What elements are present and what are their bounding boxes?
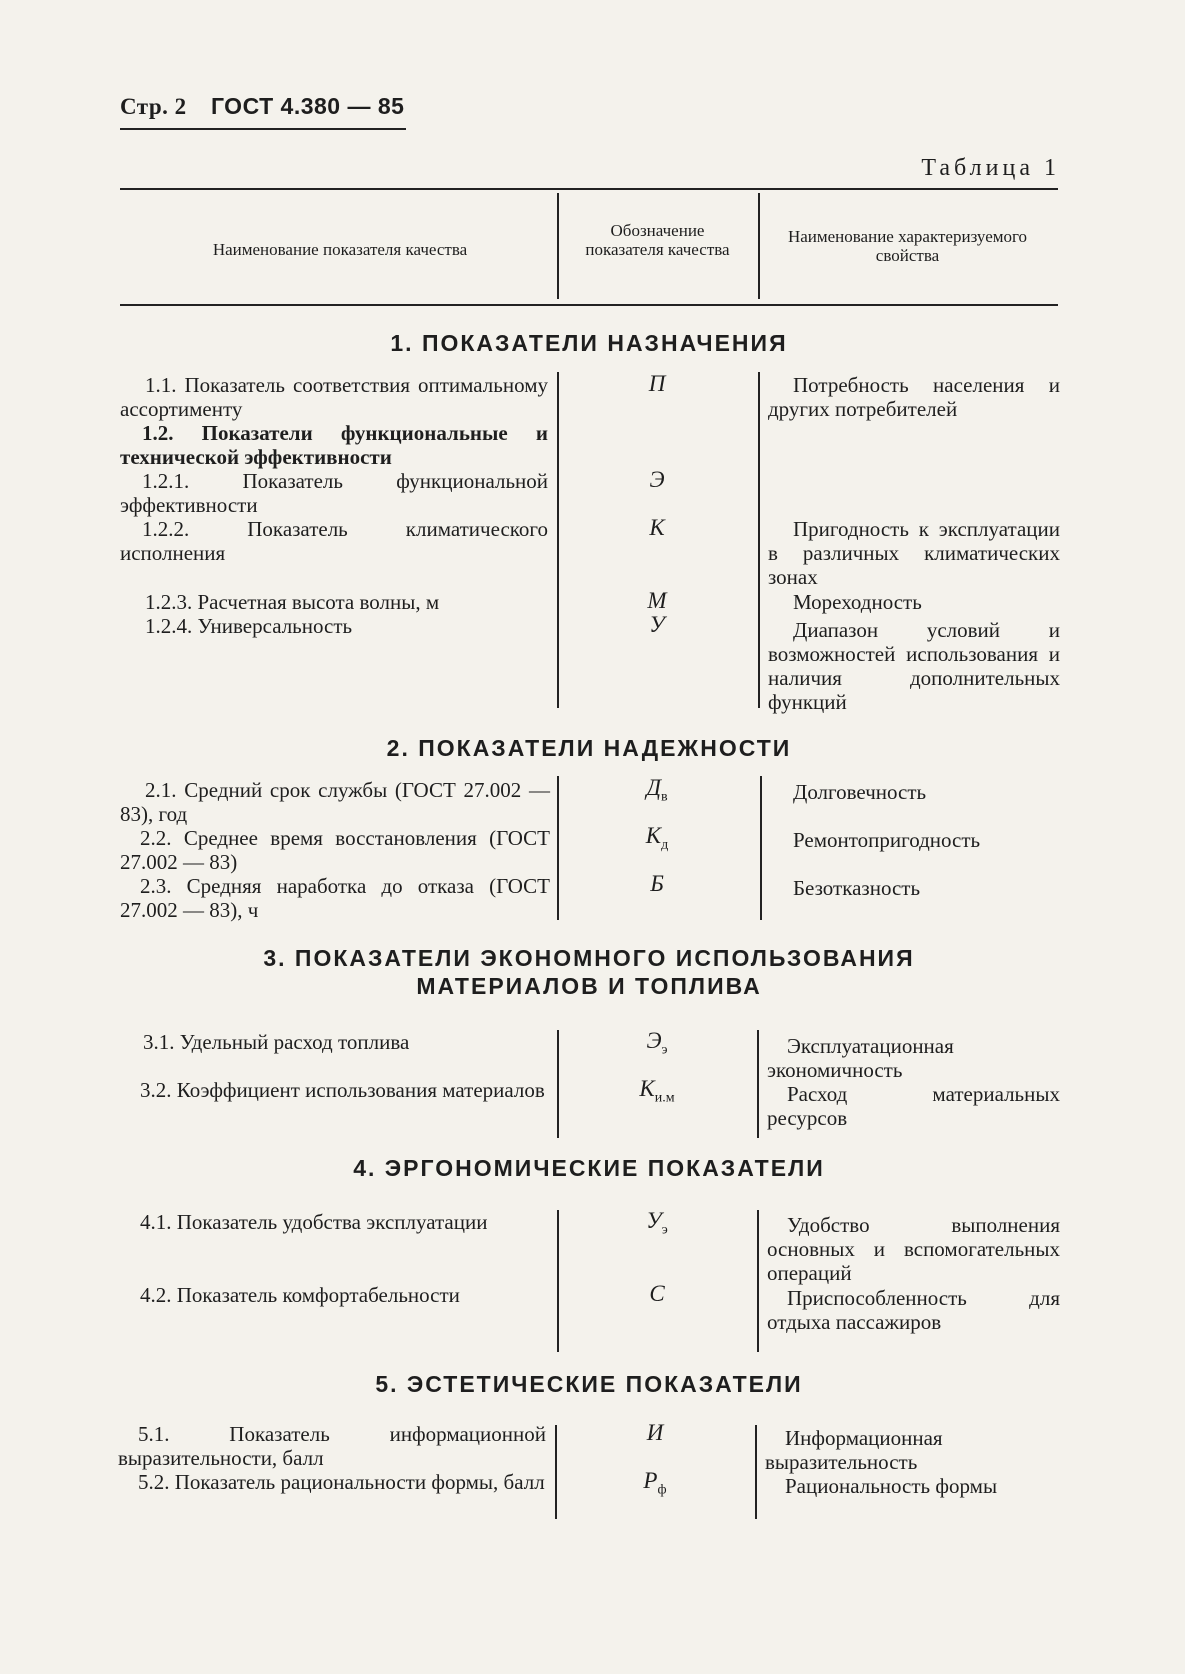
indicator-name: 1.1. Показатель соответствия оптимальному ассортименту (120, 373, 548, 421)
section-title: 4. ЭРГОНОМИЧЕСКИЕ ПОКАЗАТЕЛИ (353, 1155, 825, 1181)
indicator-symbol: И (646, 1420, 664, 1445)
indicator-property: Ремонтопригодность (793, 828, 981, 852)
table-label: Таблица 1 (921, 155, 1060, 181)
indicator-name: 4.2. Показатель комфортабельности (140, 1283, 460, 1307)
indicator-symbol: $Д_в$ (646, 775, 668, 805)
indicator-name: 1.2.4. Универсальность (145, 614, 353, 638)
indicator-symbol: П (648, 371, 666, 396)
indicator-name: 2.1. Средний срок службы (ГОСТ 27.002 — 83), год (120, 778, 550, 826)
indicator-property: Потребность населения и других потребителей (768, 373, 1060, 421)
section-title: 2. ПОКАЗАТЕЛИ НАДЕЖНОСТИ (386, 735, 792, 761)
table-top-rule (120, 188, 1058, 190)
indicator-symbol: $Р_ф$ (643, 1468, 667, 1498)
standard-number: ГОСТ 4.380 — 85 (210, 93, 405, 119)
indicator-symbol: $К_д$ (645, 823, 669, 853)
indicator-symbol: $К_{и.м}$ (639, 1076, 675, 1106)
indicator-property: Долговечность (793, 780, 927, 804)
indicator-name: 4.1. Показатель удобства эксплуатации (140, 1210, 488, 1234)
indicator-property: Эксплуатационная экономичность (767, 1034, 954, 1082)
indicator-name: 1.2.1. Показатель функциональной эффективности (120, 469, 548, 517)
indicator-property: Информационная выразительность (765, 1426, 943, 1474)
indicator-property: Мореходность (793, 590, 922, 614)
indicator-name: 1.2.2. Показатель климатического исполнения (120, 517, 548, 565)
indicator-property: Расход материальных ресурсов (767, 1082, 1060, 1130)
column-divider (557, 1210, 559, 1352)
indicator-symbol: У (649, 612, 665, 637)
section-title: 1. ПОКАЗАТЕЛИ НАЗНАЧЕНИЯ (390, 330, 788, 356)
indicator-property: Рациональность формы (785, 1474, 998, 1498)
section-title: 3. ПОКАЗАТЕЛИ ЭКОНОМНОГО ИСПОЛЬЗОВАНИЯ МАТЕРИАЛОВ И ТОПЛИВА (263, 945, 915, 999)
indicator-symbol: Э (649, 467, 665, 492)
indicator-property: Удобство выполнения основных и вспомогательных операций (767, 1213, 1060, 1285)
column-header-name: Наименование показателя качества (212, 240, 468, 259)
column-divider (760, 776, 762, 920)
section-title: 5. ЭСТЕТИЧЕСКИЕ ПОКАЗАТЕЛИ (375, 1371, 803, 1397)
indicator-group-name: 1.2. Показатели функциональные и технической эффективности (120, 421, 548, 469)
column-divider (557, 193, 559, 299)
column-divider (755, 1425, 757, 1519)
column-divider (557, 776, 559, 920)
column-header-symbol: Обозначение показателя качества (585, 221, 730, 259)
indicator-name: 3.2. Коэффициент использования материалов (140, 1078, 545, 1102)
indicator-symbol: К (649, 515, 665, 540)
indicator-symbol: Б (650, 871, 664, 896)
page-number: Стр. 2 (120, 94, 187, 119)
column-divider (757, 1030, 759, 1138)
indicator-name: 2.3. Средняя наработка до отказа (ГОСТ 27.002 — 83), ч (120, 874, 550, 922)
indicator-property: Диапазон условий и возможностей использования и наличия дополнительных функций (768, 618, 1060, 714)
indicator-property: Пригодность к эксплуатации в различных климатических зонах (768, 517, 1060, 589)
indicator-symbol: С (649, 1281, 665, 1306)
column-divider (557, 1030, 559, 1138)
column-divider (757, 1210, 759, 1352)
page-header (120, 93, 404, 120)
column-divider (758, 372, 760, 708)
indicator-symbol: М (647, 588, 667, 613)
indicator-name: 2.2. Среднее время восстановления (ГОСТ 27.002 — 83) (120, 826, 550, 874)
column-divider (555, 1425, 557, 1519)
indicator-name: 1.2.3. Расчетная высота волны, м (145, 590, 440, 614)
indicator-symbol: $Э_э$ (646, 1028, 668, 1058)
column-header-property: Наименование характеризуемого свойства (787, 227, 1028, 265)
indicator-property: Приспособленность для отдыха пассажиров (767, 1286, 1060, 1334)
indicator-property: Безотказность (793, 876, 921, 900)
header-rule (120, 128, 406, 130)
indicator-name: 5.2. Показатель рациональности формы, балл (138, 1470, 545, 1494)
indicator-name: 5.1. Показатель информационной выразительности, балл (118, 1422, 546, 1470)
table-head-rule (120, 304, 1058, 306)
column-divider (758, 193, 760, 299)
column-divider (557, 372, 559, 708)
indicator-name: 3.1. Удельный расход топлива (143, 1030, 410, 1054)
indicator-symbol: $У_э$ (646, 1208, 668, 1238)
